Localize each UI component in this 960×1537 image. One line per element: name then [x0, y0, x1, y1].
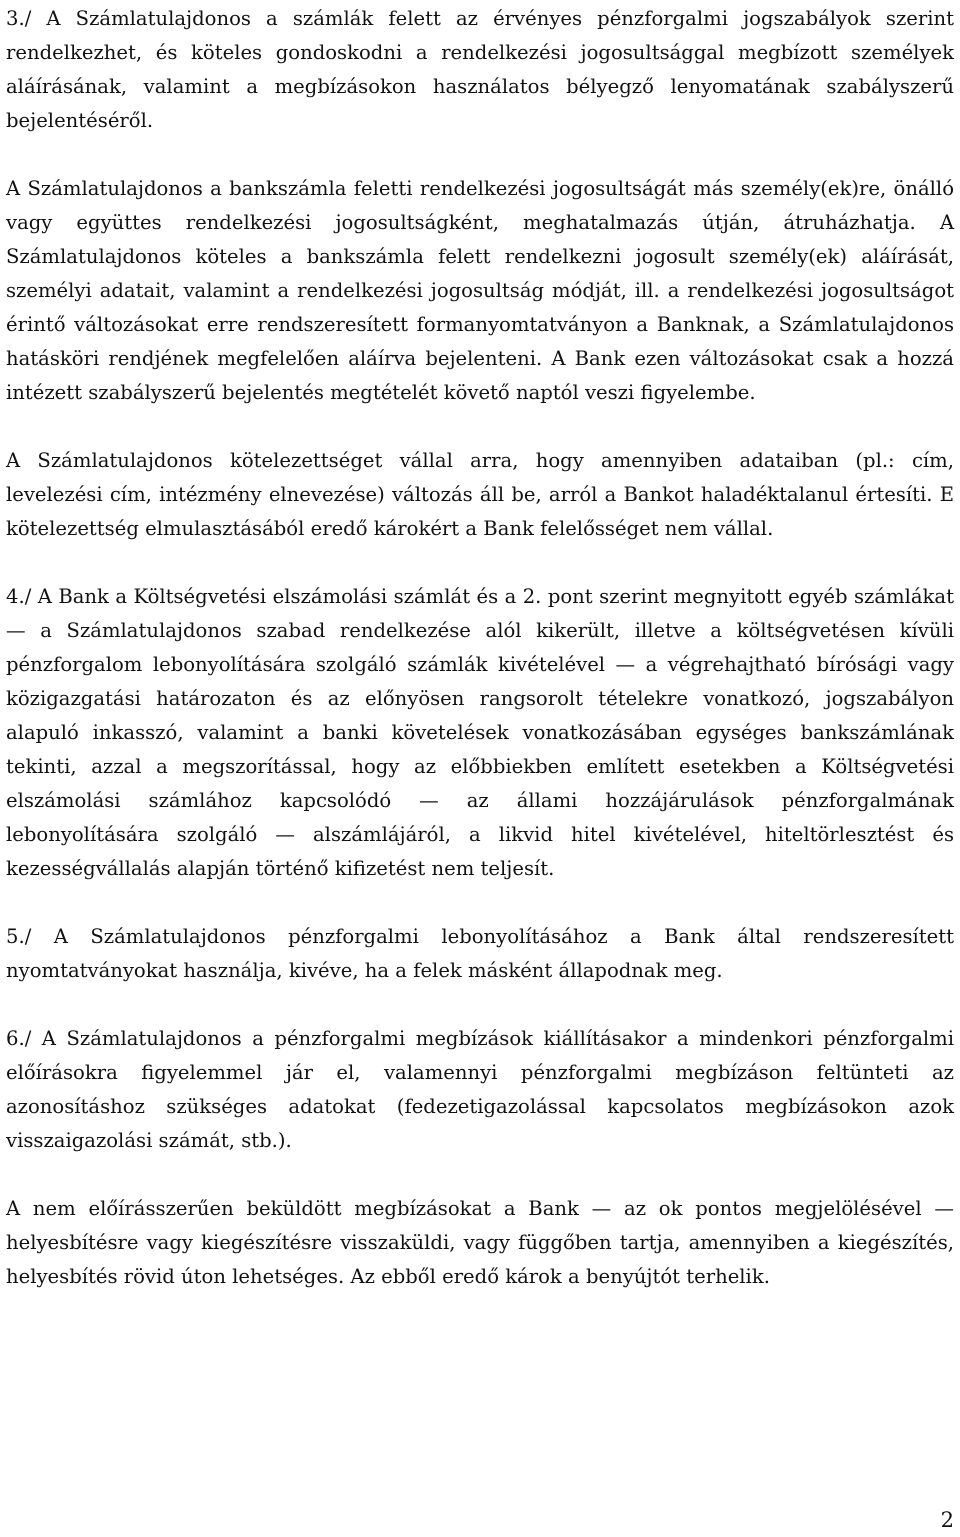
paragraph-signing-authority: A Számlatulajdonos a bankszámla feletti rendelkezési jogosultságát más személy(ek)re, önálló vagy együttes rendelkezési jogosultságként, meghatalmazás útján, átruházhatja. A Számlatulajdonos köteles a bankszámla felett rendelkezni jogosult személy(ek) aláírását, személyi adatait, valamint a rendelkezési jogosultság módját, ill. a rendelkezési jogosultságot érintő változásokat erre rendszeresített formanyomtatványon a Banknak, a Számlatulajdonos hatásköri rendjének megfelelően aláírva bejelenteni. A Bank ezen változásokat csak a hozzá intézett szabályszerű bejelentés megtételét követő naptól veszi figyelembe.	[6, 177, 954, 404]
paragraph-data-change-obligation: A Számlatulajdonos kötelezettséget vállal arra, hogy amennyiben adataiban (pl.: cím, levelezési cím, intézmény elnevezése) változás áll be, arról a Bankot haladéktalanul értesíti. E kötelezettség elmulasztásából eredő károkért a Bank felelősséget nem vállal.	[6, 449, 954, 540]
paragraph-section-6: 6./ A Számlatulajdonos a pénzforgalmi megbízások kiállításakor a mindenkori pénzforgalmi előírásokra figyelemmel jár el, valamennyi pénzforgalmi megbízáson feltünteti az azonosításhoz szükséges adatokat (fedezetigazolással kapcsolatos megbízásokon azok visszaigazolási számát, stb.).	[6, 1027, 954, 1152]
paragraph-section-4: 4./ A Bank a Költségvetési elszámolási számlát és a 2. pont szerint megnyitott egyéb számlákat — a Számlatulajdonos szabad rendelkezése alól kikerült, illetve a költségvetésen kívüli pénzforgalom lebonyolítására szolgáló számlák kivételével — a végrehajtható bírósági vagy közigazgatási határozaton és az előnyösen rangsorolt tételekre vonatkozó, jogszabályon alapuló inkasszó, valamint a banki követelések vonatkozásában egységes bankszámlának tekinti, azzal a megszorítással, hogy az előbbiekben említett esetekben a Költségvetési elszámolási számlához kapcsolódó — az állami hozzájárulások pénzforgalmának lebonyolítására szolgáló — alszámlájáról, a likvid hitel kivételével, hiteltörlesztést és kezességvállalás alapján történő kifizetést nem teljesít.	[6, 585, 954, 880]
document-body	[6, 2, 954, 1328]
page-number: 2	[940, 1508, 954, 1532]
paragraph-section-3: 3./ A Számlatulajdonos a számlák felett az érvényes pénzforgalmi jogszabályok szerint rendelkezhet, és köteles gondoskodni a rendelkezési jogosultsággal megbízott személyek aláírásának, valamint a megbízásokon használatos bélyegző lenyomatának szabályszerű bejelentéséről.	[6, 7, 954, 132]
paragraph-irregular-orders: A nem előírásszerűen beküldött megbízásokat a Bank — az ok pontos megjelölésével — helyesbítésre vagy kiegészítésre visszaküldi, vagy függőben tartja, amennyiben a kiegészítés, helyesbítés rövid úton lehetséges. Az ebből eredő károk a benyújtót terhelik.	[6, 1197, 954, 1288]
paragraph-section-5: 5./ A Számlatulajdonos pénzforgalmi lebonyolításához a Bank által rendszeresített nyomtatványokat használja, kivéve, ha a felek másként állapodnak meg.	[6, 925, 954, 982]
